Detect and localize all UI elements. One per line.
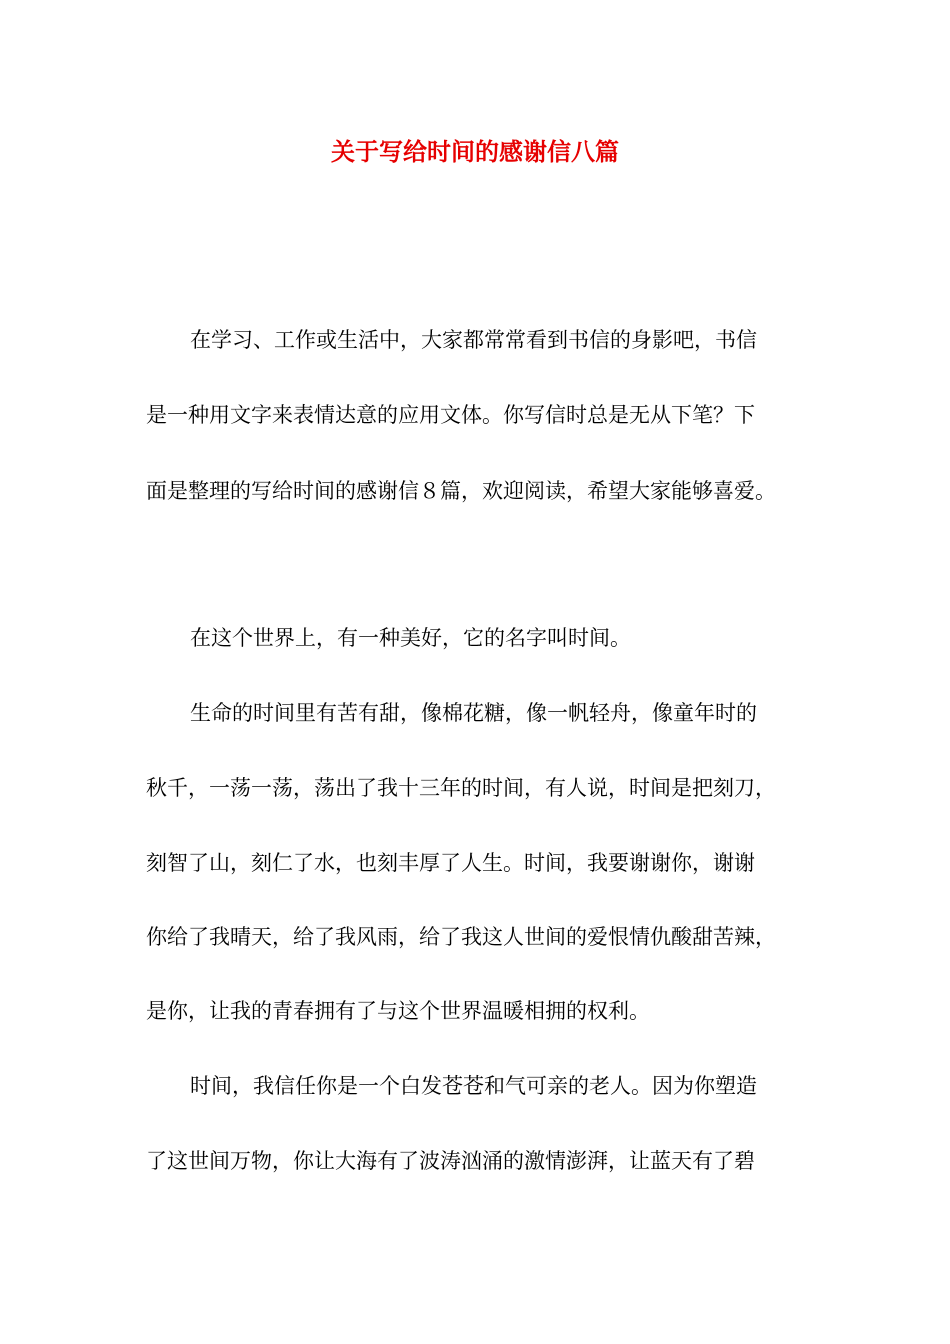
- body-line-3: 秋千，一荡一荡，荡出了我十三年的时间，有人说，时间是把刻刀，: [146, 776, 776, 800]
- body-line-6: 是你，让我的青春拥有了与这个世界温暖相拥的权利。: [146, 999, 650, 1023]
- body-line-7: 时间，我信任你是一个白发苍苍和气可亲的老人。因为你塑造: [190, 1074, 757, 1098]
- document-title: 关于写给时间的感谢信八篇: [331, 137, 619, 166]
- body-line-2: 生命的时间里有苦有甜，像棉花糖，像一帆轻舟，像童年时的: [190, 701, 757, 725]
- intro-line-2: 是一种用文字来表情达意的应用文体。你写信时总是无从下笔？下: [146, 403, 755, 427]
- body-line-8: 了这世间万物，你让大海有了波涛汹涌的激情澎湃，让蓝天有了碧: [146, 1149, 755, 1173]
- body-line-5: 你给了我晴天，给了我风雨，给了我这人世间的爱恨情仇酸甜苦辣，: [146, 925, 776, 949]
- intro-line-3: 面是整理的写给时间的感谢信８篇，欢迎阅读，希望大家能够喜爱。: [146, 479, 776, 503]
- intro-line-1: 在学习、工作或生活中，大家都常常看到书信的身影吧，书信: [190, 328, 757, 352]
- body-line-1: 在这个世界上，有一种美好，它的名字叫时间。: [190, 626, 631, 650]
- body-line-4: 刻智了山，刻仁了水，也刻丰厚了人生。时间，我要谢谢你，谢谢: [146, 851, 755, 875]
